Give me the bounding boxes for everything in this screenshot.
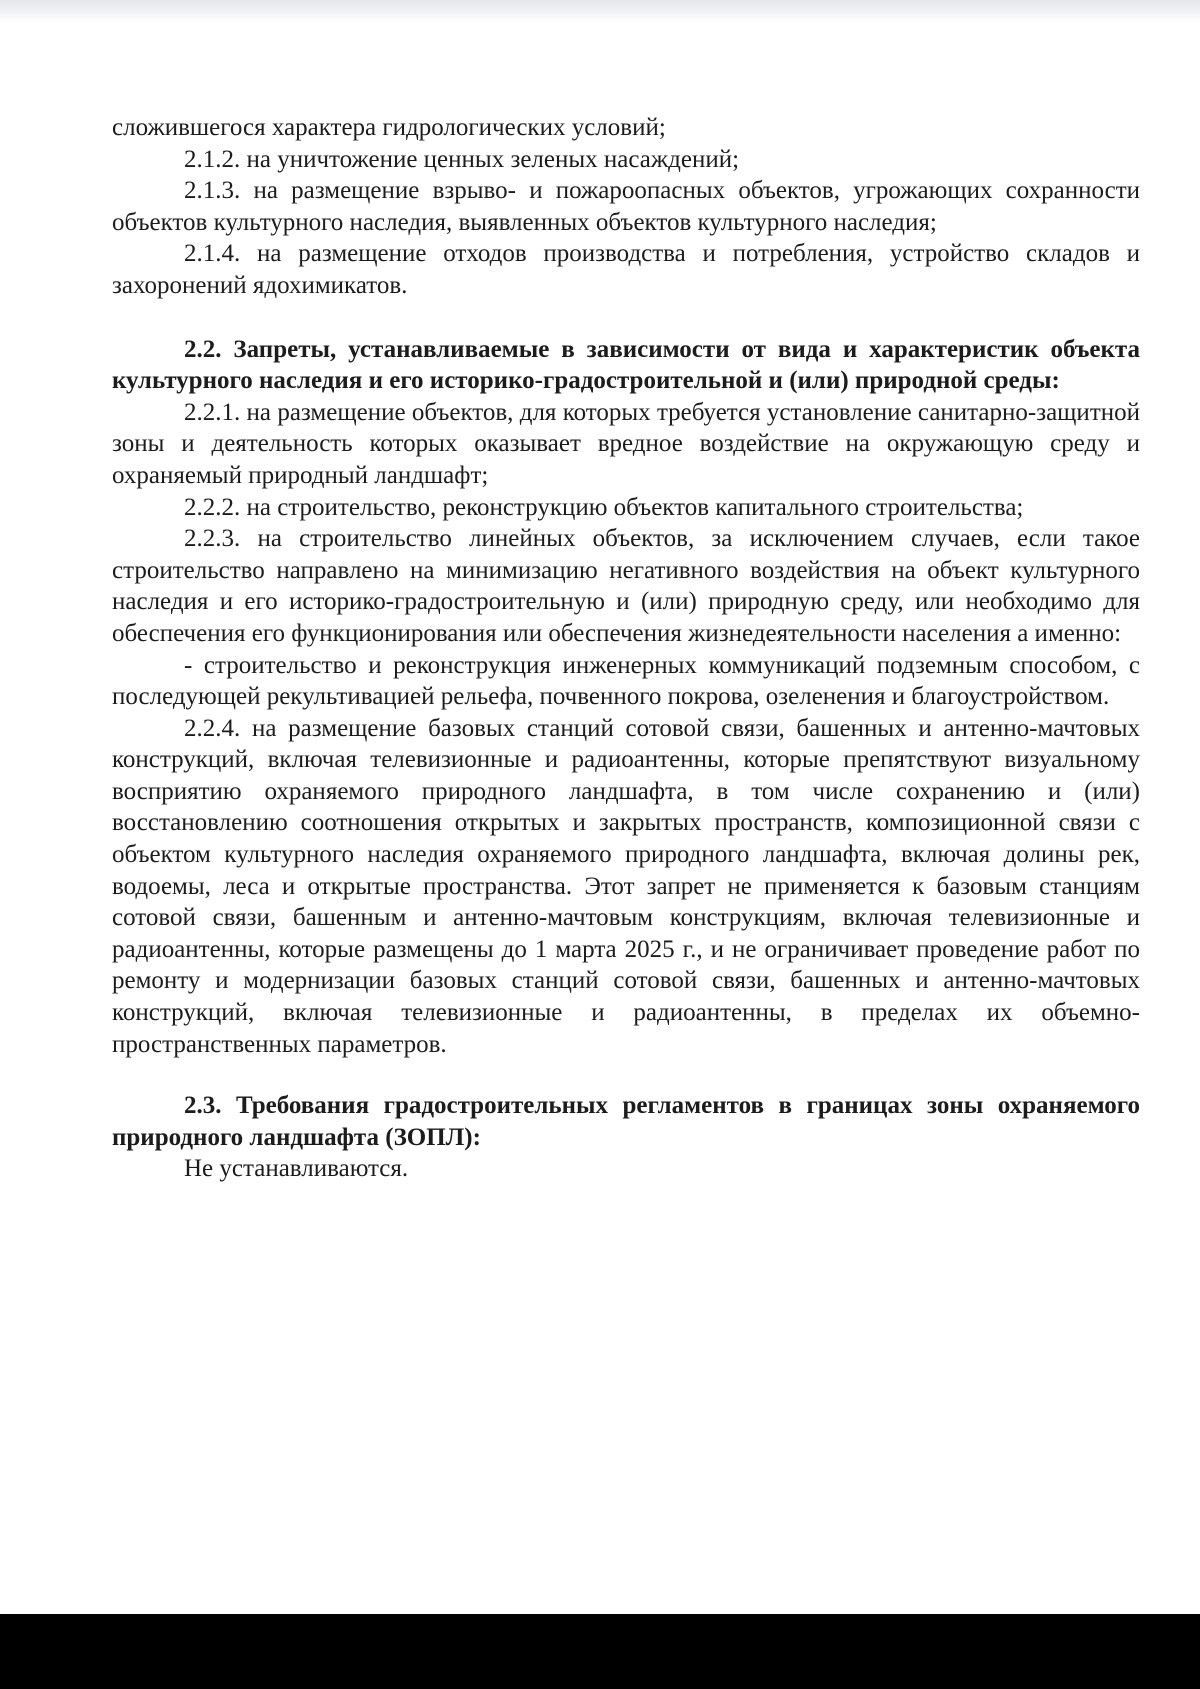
paragraph-continuation: сложившегося характера гидрологических условий; [112,114,666,141]
clause-2-2-2: 2.2.2. на строительство, реконструкцию объектов капитального строительства; [184,493,1024,521]
clause-2-1-2: 2.1.2. на уничтожение ценных зеленых насаждений; [184,145,740,173]
clause-2-2-3-item: - строительство и реконструкция инженерных коммуникаций подземным способом, с последующей рекультивацией рельефа, почвенного покрова, озеленения и благоустройством. [112,651,1140,711]
clause-2-2-1: 2.2.1. на размещение объектов, для которых требуется установление санитарно-защитной зоны и деятельность которых оказывает вредное воздействие на окружающую среду и охраняемый природный ландшафт; [112,398,1140,489]
document-body [112,112,1140,1185]
clause-2-2-4: 2.2.4. на размещение базовых станций сотовой связи, башенных и антенно-мачтовых конструкций, включая телевизионные и радиоантенны, которые препятствуют визуальному восприятию охраняемого природного ландшафта, в том числе сохранению и (или) восстановлению соотношения открытых и закрытых пространств, композиционной связи с объектом культурного наследия охраняемого природного ландшафта, включая долины рек, водоемы, леса и открытые пространства. Этот запрет не применяется к базовым станциям сотовой связи, башенным и антенно-мачтовым конструкциям, включая телевизионные и радиоантенны, которые размещены до 1 марта 2025 г., и не ограничивает проведение работ по ремонту и модернизации базовых станций сотовой связи, башенных и антенно-мачтовых конструкций, включая телевизионные и радиоантенны, в пределах их объемно-пространственных параметров. [112,714,1140,1058]
spacer [112,302,1140,334]
spacer [112,1060,1140,1090]
clause-2-1-3: 2.1.3. на размещение взрыво- и пожароопасных объектов, угрожающих сохранности объектов культурного наследия, выявленных объектов культурного наследия; [112,177,1140,236]
section-2-3-body: Не устанавливаются. [184,1155,409,1183]
clause-2-2-3: 2.2.3. на строительство линейных объектов, за исключением случаев, если такое строительство направлено на минимизацию негативного воздействия на объект культурного наследия и его историко-градостроительную и (или) природную среду, или необходимо для обеспечения его функционирования или обеспечения жизнедеятельности населения а именно: [112,525,1140,647]
scan-bottom-border [0,1614,1200,1689]
section-heading-2-2: 2.2. Запреты, устанавливаемые в зависимости от вида и характеристик объекта культурного наследия и его историко-градостроительной и (или) природной среды: [112,335,1140,395]
section-heading-2-3: 2.3. Требования градостроительных регламентов в границах зоны охраняемого природного ландшафта (ЗОПЛ): [112,1092,1140,1151]
scan-edge-shadow [0,0,1200,22]
clause-2-1-4: 2.1.4. на размещение отходов производства и потребления, устройство складов и захоронений ядохимикатов. [112,240,1140,299]
